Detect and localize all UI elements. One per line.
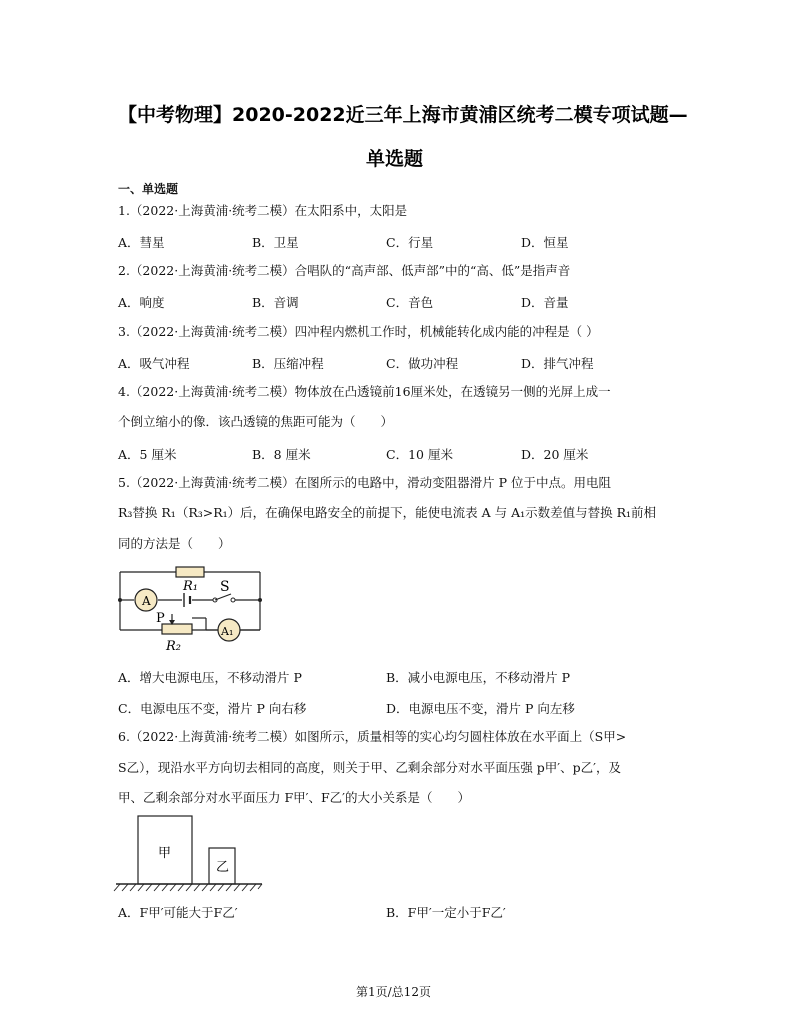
page-title-line-2: 单选题 [366, 148, 424, 170]
label-r1: R₁ [183, 579, 198, 594]
cylinders-diagram [112, 812, 272, 894]
question-3-text: 3.（2022·上海黄浦·统考二模）四冲程内燃机工作时，机械能转化成内能的冲程是（ ） [118, 324, 599, 339]
question-4-text-line-1: 4.（2022·上海黄浦·统考二模）物体放在凸透镜前16厘米处，在透镜另一侧的光屏上成一 [118, 384, 611, 399]
question-5-text-line-1: 5.（2022·上海黄浦·统考二模）在图所示的电路中，滑动变阻器滑片 P 位于中点。用电阻 [118, 475, 612, 490]
q3-option-b: B．压缩冲程 [252, 356, 324, 371]
q1-option-b: B．卫星 [252, 235, 299, 250]
junction-left [118, 598, 122, 602]
q4-option-a: A．5 厘米 [118, 447, 177, 462]
label-a: A [142, 594, 151, 608]
q3-option-d: D．排气冲程 [521, 356, 594, 371]
q1-option-a: A．彗星 [118, 235, 165, 250]
q3-option-c: C．做功冲程 [386, 356, 459, 371]
q1-option-c: C．行星 [386, 235, 434, 250]
question-4-text-line-2: 个倒立缩小的像．该凸透镜的焦距可能为（ ） [118, 414, 394, 429]
q6-option-a: A．F甲′可能大于F乙′ [118, 905, 238, 920]
label-s: S [220, 579, 230, 595]
q6-option-b: B．F甲′一定小于F乙′ [386, 905, 506, 920]
rheostat-r2 [162, 624, 192, 634]
switch-contact-right [231, 598, 235, 602]
q4-option-d: D．20 厘米 [521, 447, 589, 462]
question-5-text-line-3: 同的方法是（ ） [118, 536, 231, 551]
q4-option-b: B．8 厘米 [252, 447, 311, 462]
resistor-r1 [176, 567, 204, 577]
page-footer: 第1页/总12页 [356, 985, 431, 999]
label-p: P [156, 611, 165, 626]
q5-option-d: D．电源电压不变，滑片 P 向左移 [386, 701, 575, 716]
question-6-text-line-1: 6.（2022·上海黄浦·统考二模）如图所示，质量相等的实心均匀圆柱体放在水平面上（S甲> [118, 729, 627, 744]
section-heading: 一、单选题 [118, 182, 179, 196]
circuit-diagram [110, 560, 270, 660]
q5-option-a: A．增大电源电压，不移动滑片 P [118, 670, 302, 685]
question-6-text-line-3: 甲、乙剩余部分对水平面压力 F甲′、F乙′的大小关系是（ ） [118, 790, 470, 805]
q5-option-b: B．减小电源电压，不移动滑片 P [386, 670, 571, 685]
q2-option-a: A．响度 [118, 295, 165, 310]
q2-option-d: D．音量 [521, 295, 569, 310]
question-6-text-line-2: S乙），现沿水平方向切去相同的高度，则关于甲、乙剩余部分对水平面压强 p甲′、p乙′，及 [118, 760, 621, 775]
label-jia: 甲 [158, 846, 172, 861]
page-title-line-1: 【中考物理】2020-2022近三年上海市黄浦区统考二模专项试题— [118, 104, 688, 126]
q2-option-c: C．音色 [386, 295, 434, 310]
q2-option-b: B．音调 [252, 295, 299, 310]
q5-option-c: C．电源电压不变，滑片 P 向右移 [118, 701, 307, 716]
q3-option-a: A．吸气冲程 [118, 356, 190, 371]
question-2-text: 2.（2022·上海黄浦·统考二模）合唱队的“高声部、低声部”中的“高、低”是指声音 [118, 263, 571, 278]
ground-hatching [114, 884, 262, 891]
question-5-text-line-2: R₃替换 R₁（R₃>R₁）后，在确保电路安全的前提下，能使电流表 A 与 A₁示数差值与替换 R₁前相 [118, 505, 657, 520]
label-a1: A₁ [221, 625, 234, 638]
question-1-text: 1.（2022·上海黄浦·统考二模）在太阳系中，太阳是 [118, 203, 408, 218]
label-yi: 乙 [216, 860, 230, 875]
q1-option-d: D．恒星 [521, 235, 569, 250]
label-r2: R₂ [166, 639, 181, 654]
junction-right [258, 598, 262, 602]
q4-option-c: C．10 厘米 [386, 447, 453, 462]
